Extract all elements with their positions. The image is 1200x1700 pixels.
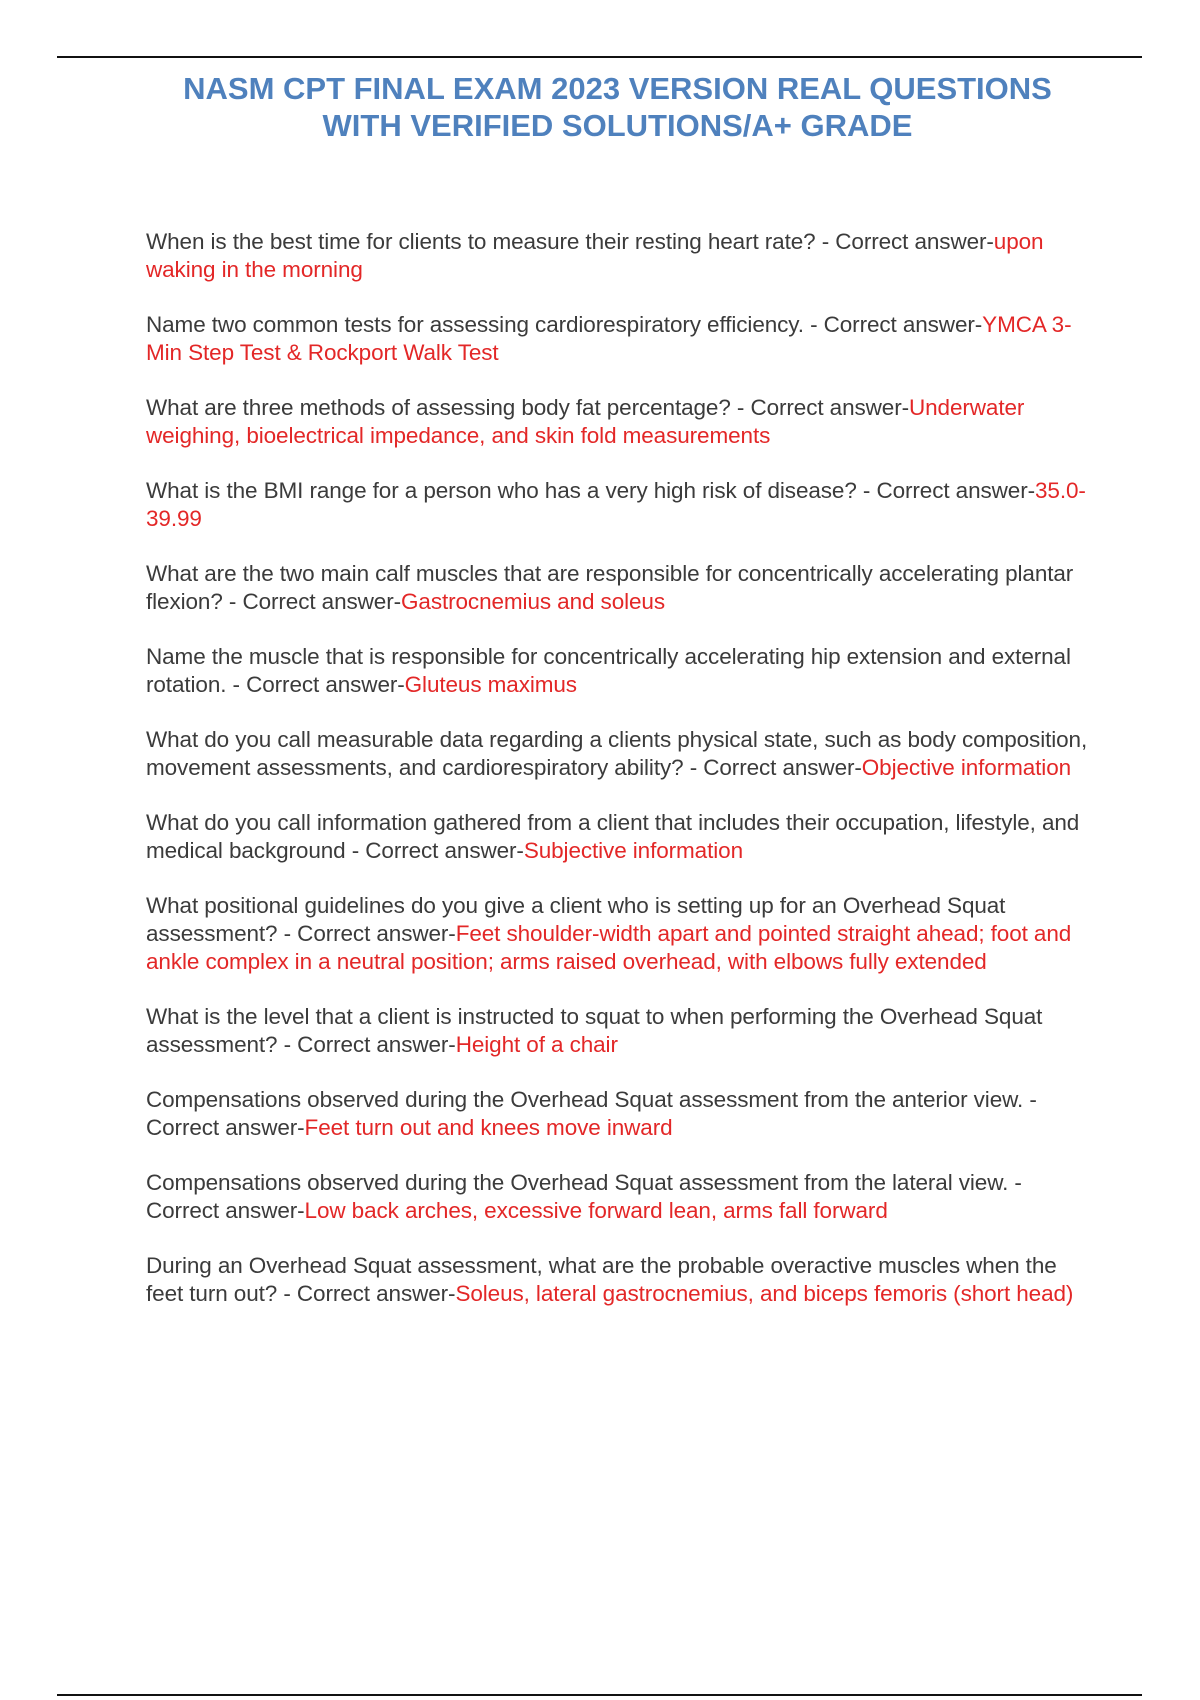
top-rule <box>57 56 1142 58</box>
question-text: During an Overhead Squat assessment, what are the probable overactive muscles when the feet turn out? <box>146 1253 1057 1306</box>
answer-text: Height of a chair <box>455 1032 618 1057</box>
answer-prefix: - Correct answer- <box>277 1032 456 1057</box>
qa-item-13 <box>146 1252 1091 1308</box>
question-text: Name the muscle that is responsible for concentrically accelerating hip extension and external rotation. <box>146 644 1071 697</box>
qa-item-5 <box>146 560 1091 616</box>
qa-item-2 <box>146 311 1091 367</box>
qa-item-12 <box>146 1169 1091 1225</box>
answer-text: 35.0-39.99 <box>146 478 1086 531</box>
answer-prefix: - Correct answer- <box>345 838 524 863</box>
question-text: What is the level that a client is instructed to squat to when performing the Overhead Squat assessment? <box>146 1004 1043 1057</box>
answer-text: Underwater weighing, bioelectrical impedance, and skin fold measurements <box>146 395 1025 448</box>
answer-prefix: - Correct answer- <box>226 672 405 697</box>
question-text: What is the BMI range for a person who has a very high risk of disease? <box>146 478 857 503</box>
qa-item-3 <box>146 394 1091 450</box>
answer-prefix: - Correct answer- <box>856 478 1035 503</box>
question-text: When is the best time for clients to measure their resting heart rate? <box>146 229 816 254</box>
answer-text: YMCA 3-Min Step Test & Rockport Walk Test <box>146 312 1072 365</box>
answer-text: Soleus, lateral gastrocnemius, and biceps femoris (short head) <box>455 1281 1074 1306</box>
qa-item-1 <box>146 228 1091 284</box>
answer-prefix: - Correct answer- <box>277 1281 456 1306</box>
answer-prefix: - Correct answer- <box>683 755 862 780</box>
qa-list <box>146 228 1091 1335</box>
answer-prefix: - Correct answer- <box>146 1087 1037 1140</box>
answer-prefix: - Correct answer- <box>222 589 401 614</box>
question-text: Name two common tests for assessing cardiorespiratory efficiency. <box>146 312 804 337</box>
answer-text: Gluteus maximus <box>404 672 577 697</box>
question-text: What are the two main calf muscles that are responsible for concentrically accelerating plantar flexion? <box>146 561 1074 614</box>
page-title <box>120 70 1115 144</box>
qa-item-6 <box>146 643 1091 699</box>
answer-prefix: - Correct answer- <box>146 1170 1022 1223</box>
answer-prefix: - Correct answer- <box>277 921 456 946</box>
question-text: What do you call measurable data regarding a clients physical state, such as body composition, movement assessments, and cardiorespiratory ability? <box>146 727 1088 780</box>
answer-text: Low back arches, excessive forward lean, arms fall forward <box>304 1198 888 1223</box>
title-line-2: WITH VERIFIED SOLUTIONS/A+ GRADE <box>322 108 913 143</box>
qa-item-8 <box>146 809 1091 865</box>
title-line-1: NASM CPT FINAL EXAM 2023 VERSION REAL QUESTIONS <box>183 71 1052 106</box>
question-text: What do you call information gathered from a client that includes their occupation, lifestyle, and medical background <box>146 810 1080 863</box>
qa-item-10 <box>146 1003 1091 1059</box>
answer-prefix: - Correct answer- <box>815 229 994 254</box>
question-text: What positional guidelines do you give a client who is setting up for an Overhead Squat assessment? <box>146 893 1006 946</box>
bottom-rule <box>57 1694 1142 1696</box>
qa-item-4 <box>146 477 1091 533</box>
answer-text: Feet shoulder-width apart and pointed straight ahead; foot and ankle complex in a neutral position; arms raised overhead, with elbows fully extended <box>146 921 1072 974</box>
answer-text: Subjective information <box>523 838 743 863</box>
question-text: Compensations observed during the Overhead Squat assessment from the lateral view. <box>146 1170 1009 1195</box>
answer-prefix: - Correct answer- <box>803 312 983 337</box>
question-text: Compensations observed during the Overhead Squat assessment from the anterior view. <box>146 1087 1024 1112</box>
question-text: What are three methods of assessing body fat percentage? <box>146 395 731 420</box>
qa-item-9 <box>146 892 1091 976</box>
answer-text: Gastrocnemius and soleus <box>401 589 665 614</box>
answer-prefix: - Correct answer- <box>730 395 909 420</box>
answer-text: Objective information <box>861 755 1072 780</box>
answer-text: Feet turn out and knees move inward <box>304 1115 673 1140</box>
answer-text: upon waking in the morning <box>146 229 1044 282</box>
qa-item-11 <box>146 1086 1091 1142</box>
qa-item-7 <box>146 726 1091 782</box>
